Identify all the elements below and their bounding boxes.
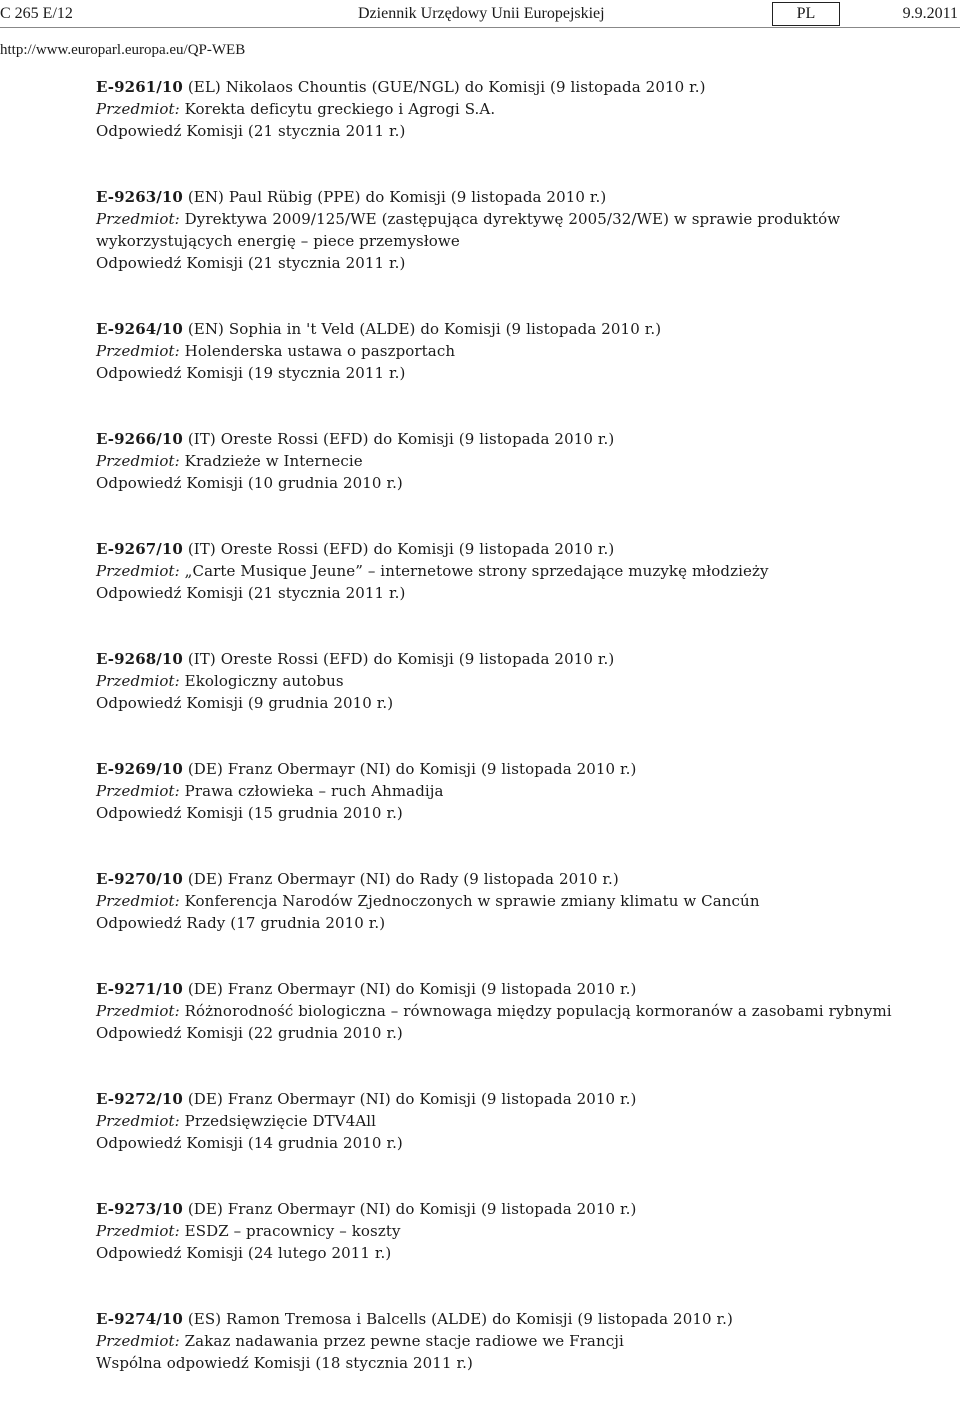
subject-line xyxy=(96,560,896,582)
subject-label: Przedmiot: xyxy=(96,452,180,470)
source-link[interactable]: http://www.europarl.europa.eu/QP-WEB xyxy=(0,42,246,58)
subject-line xyxy=(96,780,896,802)
question-entry xyxy=(96,868,896,934)
subject-line xyxy=(96,1110,896,1132)
publication-date: 9.9.2011 xyxy=(902,5,958,22)
answer-line: Odpowiedź Komisji (10 grudnia 2010 r.) xyxy=(96,474,403,492)
subject-line xyxy=(96,1000,896,1022)
answer-line: Odpowiedź Komisji (21 stycznia 2011 r.) xyxy=(96,254,406,272)
subject-line xyxy=(96,1330,896,1352)
question-entry xyxy=(96,428,896,494)
subject-label: Przedmiot: xyxy=(96,100,180,118)
subject-line xyxy=(96,450,896,472)
answer-line: Odpowiedź Komisji (19 stycznia 2011 r.) xyxy=(96,364,406,382)
question-list xyxy=(96,76,896,1418)
header-divider xyxy=(0,27,960,28)
subject-text: Holenderska ustawa o paszportach xyxy=(179,342,456,360)
subject-label: Przedmiot: xyxy=(96,342,180,360)
question-author: (EN) Sophia in 't Veld (ALDE) do Komisji (9 listopada 2010 r.) xyxy=(182,320,662,338)
question-line xyxy=(96,186,896,208)
question-author: (IT) Oreste Rossi (EFD) do Komisji (9 listopada 2010 r.) xyxy=(182,430,615,448)
question-entry xyxy=(96,1088,896,1154)
question-line xyxy=(96,1198,896,1220)
answer-line: Wspólna odpowiedź Komisji (18 stycznia 2011 r.) xyxy=(96,1354,473,1372)
question-number: E-9272/10 xyxy=(96,1090,183,1108)
question-author: (ES) Ramon Tremosa i Balcells (ALDE) do Komisji (9 listopada 2010 r.) xyxy=(182,1310,733,1328)
question-number: E-9269/10 xyxy=(96,760,183,778)
page-header xyxy=(0,2,960,26)
subject-label: Przedmiot: xyxy=(96,1112,180,1130)
answer-line: Odpowiedź Rady (17 grudnia 2010 r.) xyxy=(96,914,386,932)
subject-label: Przedmiot: xyxy=(96,562,180,580)
question-line xyxy=(96,76,896,98)
question-author: (EL) Nikolaos Chountis (GUE/NGL) do Komisji (9 listopada 2010 r.) xyxy=(182,78,706,96)
question-entry xyxy=(96,538,896,604)
subject-label: Przedmiot: xyxy=(96,892,180,910)
subject-text: Ekologiczny autobus xyxy=(179,672,344,690)
journal-title: Dziennik Urzędowy Unii Europejskiej xyxy=(358,5,605,22)
question-line xyxy=(96,318,896,340)
subject-line xyxy=(96,208,896,252)
question-number: E-9270/10 xyxy=(96,870,183,888)
subject-line xyxy=(96,98,896,120)
question-author: (EN) Paul Rübig (PPE) do Komisji (9 listopada 2010 r.) xyxy=(182,188,607,206)
subject-text: Kradzieże w Internecie xyxy=(179,452,363,470)
question-author: (DE) Franz Obermayr (NI) do Komisji (9 listopada 2010 r.) xyxy=(182,1200,637,1218)
question-number: E-9267/10 xyxy=(96,540,183,558)
subject-text: ESDZ – pracownicy – koszty xyxy=(179,1222,401,1240)
question-author: (DE) Franz Obermayr (NI) do Rady (9 listopada 2010 r.) xyxy=(182,870,619,888)
answer-line: Odpowiedź Komisji (22 grudnia 2010 r.) xyxy=(96,1024,403,1042)
question-entry xyxy=(96,648,896,714)
subject-label: Przedmiot: xyxy=(96,210,180,228)
subject-text: Przedsięwzięcie DTV4All xyxy=(179,1112,377,1130)
question-number: E-9273/10 xyxy=(96,1200,183,1218)
subject-text: Konferencja Narodów Zjednoczonych w sprawie zmiany klimatu w Cancún xyxy=(179,892,760,910)
question-entry xyxy=(96,1198,896,1264)
question-line xyxy=(96,978,896,1000)
answer-line: Odpowiedź Komisji (9 grudnia 2010 r.) xyxy=(96,694,394,712)
question-line xyxy=(96,868,896,890)
subject-label: Przedmiot: xyxy=(96,1222,180,1240)
question-number: E-9274/10 xyxy=(96,1310,183,1328)
question-entry xyxy=(96,186,896,274)
question-number: E-9264/10 xyxy=(96,320,183,338)
question-author: (DE) Franz Obermayr (NI) do Komisji (9 listopada 2010 r.) xyxy=(182,760,637,778)
question-line xyxy=(96,758,896,780)
question-line xyxy=(96,1088,896,1110)
question-entry xyxy=(96,318,896,384)
question-author: (IT) Oreste Rossi (EFD) do Komisji (9 listopada 2010 r.) xyxy=(182,650,615,668)
answer-line: Odpowiedź Komisji (15 grudnia 2010 r.) xyxy=(96,804,403,822)
question-number: E-9263/10 xyxy=(96,188,183,206)
answer-line: Odpowiedź Komisji (21 stycznia 2011 r.) xyxy=(96,584,406,602)
question-line xyxy=(96,538,896,560)
subject-text: Korekta deficytu greckiego i Agrogi S.A. xyxy=(179,100,496,118)
subject-label: Przedmiot: xyxy=(96,1002,180,1020)
subject-label: Przedmiot: xyxy=(96,782,180,800)
question-entry xyxy=(96,1308,896,1374)
subject-text: Prawa człowieka – ruch Ahmadija xyxy=(179,782,444,800)
question-entry xyxy=(96,76,896,142)
subject-label: Przedmiot: xyxy=(96,672,180,690)
page-reference: C 265 E/12 xyxy=(0,5,73,22)
question-author: (DE) Franz Obermayr (NI) do Komisji (9 listopada 2010 r.) xyxy=(182,1090,637,1108)
subject-line xyxy=(96,890,896,912)
language-badge: PL xyxy=(772,2,840,26)
question-author: (DE) Franz Obermayr (NI) do Komisji (9 listopada 2010 r.) xyxy=(182,980,637,998)
answer-line: Odpowiedź Komisji (21 stycznia 2011 r.) xyxy=(96,122,406,140)
question-line xyxy=(96,428,896,450)
subject-label: Przedmiot: xyxy=(96,1332,180,1350)
answer-line: Odpowiedź Komisji (24 lutego 2011 r.) xyxy=(96,1244,392,1262)
question-number: E-9268/10 xyxy=(96,650,183,668)
question-entry xyxy=(96,978,896,1044)
subject-line xyxy=(96,1220,896,1242)
question-number: E-9271/10 xyxy=(96,980,183,998)
subject-text: Dyrektywa 2009/125/WE (zastępująca dyrektywę 2005/32/WE) w sprawie produktów wykorzystujących energię – piece przemysłowe xyxy=(96,210,841,250)
subject-text: „Carte Musique Jeune” – internetowe strony sprzedające muzykę młodzieży xyxy=(179,562,769,580)
subject-line xyxy=(96,670,896,692)
question-number: E-9261/10 xyxy=(96,78,183,96)
question-line xyxy=(96,648,896,670)
question-entry xyxy=(96,758,896,824)
question-author: (IT) Oreste Rossi (EFD) do Komisji (9 listopada 2010 r.) xyxy=(182,540,615,558)
subject-line xyxy=(96,340,896,362)
subject-text: Zakaz nadawania przez pewne stacje radiowe we Francji xyxy=(179,1332,624,1350)
answer-line: Odpowiedź Komisji (14 grudnia 2010 r.) xyxy=(96,1134,403,1152)
subject-text: Różnorodność biologiczna – równowaga między populacją kormoranów a zasobami rybnymi xyxy=(179,1002,892,1020)
question-number: E-9266/10 xyxy=(96,430,183,448)
question-line xyxy=(96,1308,896,1330)
